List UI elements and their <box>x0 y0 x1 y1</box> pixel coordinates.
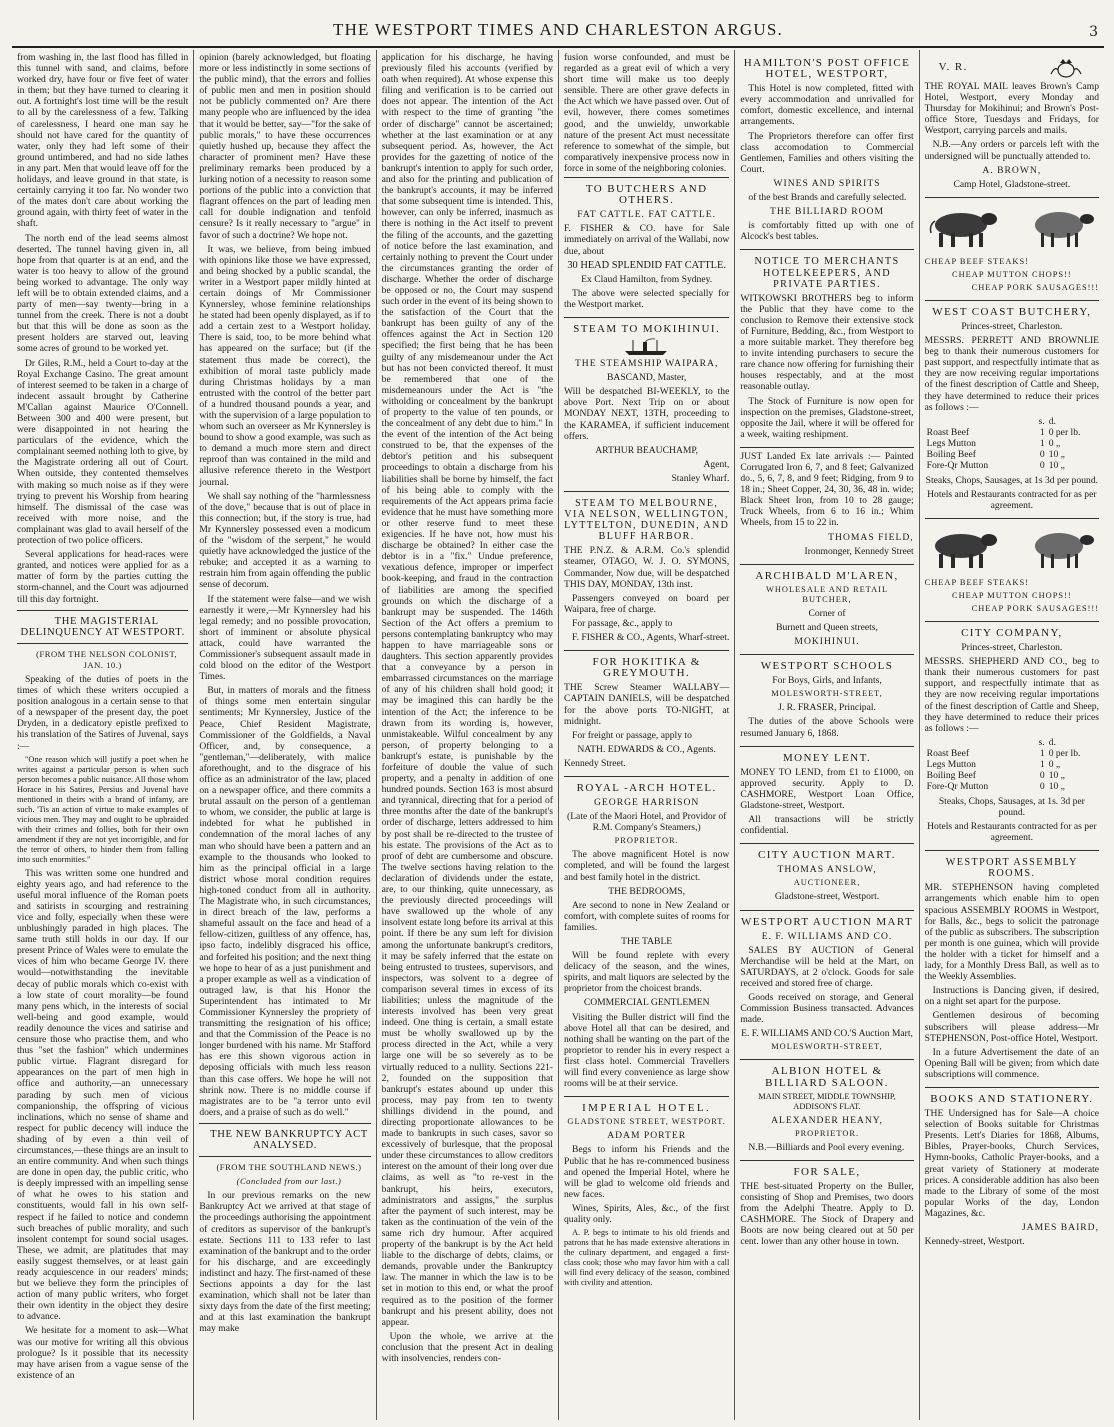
ad-subheading: THE TABLE <box>621 936 673 947</box>
price-item: Legs Mutton <box>926 437 976 449</box>
ad-body: Kennedy Street. <box>563 757 626 769</box>
price-row <box>925 748 1099 759</box>
ad-heading: WESTPORT AUCTION MART <box>740 915 914 928</box>
ad-body: The Proprietors therefore can offer first class accomodation to Commercial Gentlemen, Families and others visiting the Court. <box>740 130 914 175</box>
ad-body: Instructions is Dancing given, if desired, on a night set apart for the purpose. <box>924 985 1099 1008</box>
ad-address: MAIN STREET, MIDDLE TOWNSHIP, ADDISON'S FLAT. <box>758 1091 896 1111</box>
ad-body: The above magnificent Hotel is now completed, and will be found the largest and best family hotel in the district. <box>563 849 730 883</box>
ad-proprietor: THOMAS ANSLOW, <box>777 864 877 876</box>
ad-subheading: WINES AND SPIRITS <box>773 177 881 189</box>
ad-city-company <box>925 621 1099 850</box>
ad-heading: NOTICE TO MERCHANTS HOTELKEEPERS, AND PRIVATE PARTIES. <box>754 256 900 290</box>
ad-body: PROPRIETOR. <box>794 1128 860 1138</box>
article-paragraph: If the statement were false—and we wish earnestly it were,—Mr Kynnersley had his legal remedy; and no possible provocation, short of imminent or absolute physical attack, could have warranted the Commissioner's subsequent assault made in cold blood on the editor of the Westport Times. <box>199 593 371 683</box>
divider <box>199 1123 370 1124</box>
ad-subheading: THE BILLIARD ROOM <box>770 206 884 218</box>
ad-heading: STEAM TO MOKIHINUI. <box>573 322 721 335</box>
ad-signature: F. FISHER & CO., Agents, Wharf-street. <box>572 632 730 644</box>
ad-heading: CITY COMPANY, <box>961 626 1063 639</box>
livestock-illustration <box>925 205 1099 253</box>
ad-books-stationery <box>925 1087 1099 1254</box>
column-3 <box>377 50 559 1420</box>
masthead <box>12 8 1104 48</box>
ad-proprietor: E. F. WILLIAMS AND CO. <box>761 930 893 942</box>
price-item: Legs Mutton <box>926 758 976 770</box>
ad-body: Passengers conveyed on board per Waipara, free of charge. <box>563 592 730 615</box>
ad-body: The duties of the above Schools were resumed January 6, 1868. <box>740 716 914 739</box>
ad-body: F. FISHER & CO. have for Sale immediately on arrival of the Wallabi, now due, about <box>563 223 730 257</box>
price-item: Fore-Qr Mutton <box>926 780 989 792</box>
divider <box>17 610 188 611</box>
price-shillings: 1 <box>1039 437 1045 449</box>
ad-heading: FOR SALE, <box>793 1165 861 1178</box>
steamship-icon <box>623 338 671 356</box>
ad-body: THE Screw Steamer WALLABY—CAPTAIN DANIELS, will be despatched for the above ports TO-NIGHT, at midnight. <box>563 682 730 727</box>
ad-body: AUCTIONEER, <box>793 878 861 888</box>
ad-body: This Hotel is now completed, fitted with every accommodation and unrivalled for comfort, domestic excellence, and internal arrangements. <box>740 83 914 128</box>
price-pence: 10 „ <box>1048 769 1065 781</box>
ad-body: Agent, <box>703 458 730 470</box>
ad-body: Burnett and Queen streets, <box>776 621 878 633</box>
price-row <box>925 460 1099 471</box>
ad-hamilton-hotel <box>740 52 913 249</box>
ad-cheap-meat-2 <box>925 518 1099 621</box>
ad-body: MR. STEPHENSON having completed arrangements which enable him to open spacious ASSEMBLY ROOMS in Westport, for Balls, &c., begs to solicit the patronage of the public as subscribers. The subscription per month is one guinea, which will provide the holder with a ticket for himself and a lady, for a Monthly Dress Ball, as well as to the Weekly Assemblies. <box>924 882 1099 983</box>
newspaper-title: THE WESTPORT TIMES AND CHARLESTON ARGUS. <box>333 20 783 39</box>
article-source: (FROM THE NELSON COLONIST, JAN. 10.) <box>36 648 178 670</box>
ad-body: For freight or passage, apply to <box>571 729 692 741</box>
ad-body: Steaks, Chops, Sausages, at 1s. 3d per pound. <box>938 795 1085 818</box>
price-list <box>925 416 1099 471</box>
ad-body: For passage, &c., apply to <box>571 617 673 629</box>
price-row <box>925 427 1099 438</box>
article-paragraph: It was, we believe, from being imbued with opinions like those we have expressed, and being shocked by a public scandal, the writer in a Westport paper mildly hinted at certain doings of Mr Commissioner Kynnersley, whose feminine relationships he stated had been openly displayed, as if to add a certain zest to a Westport holiday. There is said, too, to be more behind what has appeared on the surface; but (if the statement thus made be correct), the exhibition of moral taste publicly made during Christmas holidays by a man entrusted with the control of the better part of a hundred thousand pounds a year, and with the supervision of a large population to whom such an overseer as Mr Kynnersley is bound to show a good example, was such as to demand a much more stern and direct reproof than was contained in the mild and allusive reference thereto in the Westport journal. <box>199 243 371 488</box>
ad-body: Hotels and Restaurants contracted for as per agreement. <box>927 488 1097 511</box>
ad-address: MOLESWORTH-STREET, <box>771 1042 883 1052</box>
price-item: Boiling Beef <box>926 769 976 781</box>
price-shillings: 1 <box>1039 747 1045 759</box>
article-paragraph: But, in matters of morals and the fitness of things some men entertain singular sentiments; Mr Kynnersley, Justice of the Peace, Chief Resident Magistrate, Commissioner of the Goldfields, a Naval Officer, and, by consequence, a "gentleman,"—deliberately, with malice aforethought, and to the disgrace of his office as an administrator of the law, placed on a newspaper office, and there commits a brutal assault on the person of a gentleman to whom, we consider, the public at large is indebted for what he published in condemnation of the moral laches of any man who should have been a pattern and an example to the thousands who looked to him as the principal official in a large district whose moral condition requires high-toned conduct from all in authority. The Magistrate who, in such circumstances, in direct breach of the law, performs a shameful assault on the face and head of a fellow-citizen, guiltless of any offence, has, ipso facto, indelibly disgraced his office, and forfeited his position; and the next thing we hope to hear of as a just punishment and a proper example as well as a vindication of outraged law, is that his Honor the Superintendent has intimated to Mr Commissioner Kynnersley the propriety of transmitting the resignation of his office; and that the Commission of the Peace is no longer burdened with his name. Mr Stafford has ere this shown vigorous action in deposing officials with much less reason than this case offers. We hope he will not shrink now. There is no middle course if magistrates are to be "a terror unto evil doers, and a praise of such as do well." <box>199 685 371 1118</box>
ad-westport-auction <box>740 910 913 1060</box>
ad-imperial-hotel <box>564 1096 729 1295</box>
ad-body: Gentlemen desirous of becoming subscribers will please address—Mr STEPHENSON, Post-office Hotel, Westport. <box>924 1010 1099 1044</box>
article-paragraph: We shall say nothing of the "harmlessness of the dove," because that is out of place in this connection; but, if the story is true, had Mr Kynnersley possessed even a modicum of the "wisdom of the serpent," he would quietly have acknowledged the justice of the rebuke; and accepted it as a warning to restrain him from again offending the public sense of decorum. <box>199 490 371 591</box>
ad-body: Hotels and Restaurants contracted for as per agreement. <box>927 821 1097 844</box>
ad-heading: ALBION HOTEL & BILLIARD SALOON. <box>765 1065 889 1089</box>
price-shillings: 1 <box>1039 426 1045 438</box>
article-paragraph: This was written some one hundred and eighty years ago, and had reference to the useful moral influence of the Roman poets and satirists in scourging and restraining vice and folly, especially when these were unblushingly paraded in high places. The same truth still holds in our day. If our present Prince of Wales were to emulate the vices of him who became George IV. there would—notwithstanding the inevitable decay of public morals which co-exist with a low state of court morality—be found many pens which, in the interests of social well-being and good example, would readily denounce the vices and satirise and censure those who practise them, and who thus "set the fashion" which undermines public virtue. Flagrant disregard for appearances on the part of men high in office and authority,—an unnecessary parading by such men of vicious companionship, the offspring of vicious inclinations, which no sense of shame and respect for public decency will induce the shading of by even a thin veil of circumstances,—these things are an insult to an entire community. And when such things are done in open day, the public critic, who is deeply impressed with an impelling sense of what he owes to his station and constituents, would fall in his own self-respect if he failed to notice and condemn such breaches of public morality, and such insolent contempt for sound social usages. These, we admit, are platitudes that may easily suggest themselves, or at least gain ready acquiescence in our readers' minds; but we believe they form the principles of action of many public writers, who forget their own identity in the object they desire to advance. <box>17 867 189 1323</box>
ad-body: THE P.N.Z. & A.R.M. Co.'s splendid steamer, OTAGO, W. J. O. SYMONS, Commander, Now due, will be despatched THIS DAY, MONDAY, 13th inst. <box>563 545 730 590</box>
price-row: s. d. <box>1038 736 1056 748</box>
ad-address: Camp Hotel, Gladstone-street. <box>953 178 1071 190</box>
ad-address: Princes-street, Charleston. <box>961 320 1063 332</box>
price-pence: 0 „ <box>1048 437 1061 449</box>
ad-heading: FOR HOKITIKA & GREYMOUTH. <box>592 656 701 680</box>
ad-body: N.B.—Billiards and Pool every evening. <box>748 1141 905 1153</box>
ad-heading: WEST COAST BUTCHERY, <box>932 305 1092 318</box>
ad-address: Princes-street, Charleston. <box>961 642 1063 654</box>
ad-body: MESSRS. SHEPHERD AND CO., beg to thank their numerous customers for past support, and respectfully intimate that as they are now receiving regular importations of the finest description of Cattle and Sheep, they have determined to reduce their prices as follows :— <box>924 656 1099 734</box>
ad-signature: NATH. EDWARDS & CO., Agents. <box>577 743 716 755</box>
ad-subheading: FAT CATTLE. FAT CATTLE. <box>577 209 717 221</box>
ad-west-coast-butchery <box>925 300 1099 518</box>
sheep-icon <box>1025 205 1099 249</box>
price-shillings: 0 <box>1039 769 1045 781</box>
ad-heading: HAMILTON'S POST OFFICE HOTEL, WESTPORT, <box>743 57 911 81</box>
ad-address: MOLESWORTH-STREET, <box>771 689 883 699</box>
ad-body: MOKIHINUI. <box>794 636 860 648</box>
ad-heading: CITY AUCTION MART. <box>758 849 896 862</box>
column-2 <box>194 50 376 1420</box>
ad-body: THE best-situated Property on the Buller, consisting of Shop and Premises, two doors from the Adelphi Theatre. Apply to D. CASHMORE. The Stock of Drapery and Boots are now being cleared out at 50 per cent. lower than any other house in town. <box>740 1180 914 1248</box>
price-pence: 10 „ <box>1048 780 1065 792</box>
article-paragraph: fusion worse confounded, and must be regarded as a great evil of which a very short time will make us too deeply sensible. There are other grave defects in the Act which we have passed over. Out of evil, however, there comes sometimes good, and the unwieldy, unworkable nature of the present Act must necessitate reference to somewhat of the simple, but comparatively inexpensive process now in force in some of the neighboring colonies. <box>563 52 730 174</box>
ad-proprietor: GEORGE HARRISON <box>593 797 700 809</box>
ad-heading: WESTPORT ASSEMBLY ROOMS. <box>945 857 1078 880</box>
article-source: (FROM THE SOUTHLAND NEWS.) <box>216 1162 362 1173</box>
ad-heading <box>925 58 1099 78</box>
ad-proprietor: ADAM PORTER <box>607 1130 687 1142</box>
ad-body: BASCAND, Master, <box>607 372 687 384</box>
ad-subheading: COMMERCIAL GENTLEMEN <box>583 997 710 1009</box>
price-row: s. d. <box>1038 415 1056 427</box>
ad-body: Ex Claud Hamilton, from Sydney. <box>581 273 713 285</box>
ad-body: In a future Advertisement the date of an Opening Ball will be given; from which date subscriptions will commence. <box>924 1046 1099 1080</box>
article-heading: THE MAGISTERIAL DELINQUENCY AT WESTPORT. <box>20 615 185 638</box>
article-paragraph: Dr Giles, R.M., held a Court to-day at the Royal Exchange Casino. The great amount of interest seemed to be taken in a charge of indecent assault brought by Catherine M'Callan against Maurice O'Connell. Between 300 and 400 were present, but were disappointed in not hearing the particulars of the evidence, which the complainant seemed nothing loth to give, by the Magistrate ordering all out of Court. When outside, they contented themselves with making so much noise as if they were trying to prevent his Worship from hearing himself. The dismissal of the case was received with more noise, and the complainant was glad to avail herself of the protection of two police officers. <box>17 357 189 547</box>
ad-body: of the best Brands and carefully selected. <box>748 192 907 204</box>
ad-heading: MONEY LENT. <box>782 751 872 764</box>
columns <box>12 50 1104 1420</box>
ad-heading: BOOKS AND STATIONERY. <box>930 1092 1094 1105</box>
ad-body: WITKOWSKI BROTHERS beg to inform the Public that they have come to the conclusion to Remove their extensive stock of Furniture, Bedding, &c., from Westport to a more suitable market. They therefore beg to invite intending purchasers to secure the rare chance now offering for furnishing their houses respectably, and at the most reasonable outlay. <box>740 292 914 393</box>
price-pence: 0 „ <box>1048 758 1061 770</box>
price-item: Roast Beef <box>926 747 970 759</box>
ad-body: THE ROYAL MAIL leaves Brown's Camp Hotel, Westport, every Monday and Thursday for Mokihinui; and Brown's Post-office Store, Tuesdays and Fridays, for Westport, carrying parcels and mails. <box>924 81 1099 137</box>
sheep-icon <box>1025 526 1099 570</box>
price-row <box>925 449 1099 460</box>
price-row <box>925 759 1099 770</box>
ad-slogan: CHEAP BEEF STEAKS! <box>924 577 1029 587</box>
price-shillings: 1 <box>1039 758 1045 770</box>
quotation: "One reason which will justify a poet when he writes against a particular person is when such person becomes a public nuisance. All those whom Horace in his Satires, Persius and Juvenal have mentioned in theirs with a brand of infamy, are such. 'Tis an action of virtue to make examples of vicious men. They may and ought to be upbraided with their crimes and follies, both for their own amendment if they are not yet incorrigible, and for the terror of others, to hinder them from falling into such enormities." <box>17 754 189 864</box>
ad-body: Visiting the Buller district will find the above Hotel all that can be desired, and nothing shall be wanting on the part of the proprietor to render his in every respect a first class hotel. Commercial Travellers will find every convenience as large show rooms will be at their service. <box>563 1011 730 1090</box>
ad-body: For Boys, Girls, and Infants, <box>772 675 882 687</box>
ad-money-lent <box>740 746 913 844</box>
price-row <box>925 770 1099 781</box>
ad-body: Will be despatched BI-WEEKLY, to the above Port. Next Trip on or about MONDAY NEXT, 13TH, proceeding to the KARAMEA, if sufficient inducement offers. <box>563 386 730 442</box>
ad-slogan: CHEAP BEEF STEAKS! <box>924 256 1029 266</box>
ad-proprietor: ALEXANDER HEANY, <box>771 1114 883 1126</box>
ad-highlight: 30 HEAD SPLENDID FAT CATTLE. <box>567 259 726 271</box>
ad-mclaren-butcher <box>740 564 913 654</box>
ad-body: Will be found replete with every delicacy of the season, and the wines, spirits, and malt liquors are selected by the proprietor from the choicest brands. <box>563 950 730 995</box>
ad-city-auction <box>740 843 913 909</box>
divider <box>199 1156 370 1157</box>
article-heading: THE NEW BANKRUPTCY ACT ANALYSED. <box>210 1128 368 1151</box>
price-list <box>925 737 1099 792</box>
ad-signature: ARTHUR BEAUCHAMP, <box>595 444 699 456</box>
ad-body: SALES BY AUCTION of General Merchandise will be held at the Mart, on SATURDAYS, at 2 o'clock. Goods for sale received and stored free of charge. <box>740 944 914 989</box>
ad-body: PROPRIETOR. <box>614 836 679 846</box>
ad-body: The above were selected specially for the Westport market. <box>563 287 730 310</box>
price-shillings: 0 <box>1039 780 1045 792</box>
ad-hokitika <box>564 650 729 776</box>
ad-body: is comfortably fitted up with one of Alcock's best tables. <box>740 220 914 243</box>
ad-slogan: CHEAP PORK SAUSAGES!!! <box>971 603 1099 613</box>
ad-albion-hotel <box>740 1059 913 1159</box>
ad-body: JUST Landed Ex late arrivals :— Painted Corrugated Iron 6, 7, and 8 feet; Galvanized do., 5, 6, 7, 8, and 9 feet; Ridging, from 9 to 18 in.; Sheet Copper, 24, 30, 36, 48 in. wide; Black Sheet Iron, from 10 to 28 gauge; Truck Wheels, from 6 to 16 in.; Whim Wheels, from 15 to 22 in. <box>740 450 914 529</box>
ad-address: GLADSTONE STREET, WESTPORT. <box>567 1117 726 1127</box>
article-paragraph: Several applications for head-races were granted, and notices were applied for as a matter of form by the parties cutting the storm-channel, and the Court was adjourned till this day fortnight. <box>17 549 189 605</box>
ad-for-sale <box>740 1160 913 1255</box>
price-item: Boiling Beef <box>926 448 976 460</box>
article-paragraph: We hesitate for a moment to ask—What was our motive for writing all this obvious prologue? Is it possible that its necessity may have arisen from a vague sense of the existence of an <box>17 1325 189 1381</box>
ad-address: Gladstone-street, Westport. <box>774 891 880 903</box>
ad-heading: ARCHIBALD M'LAREN, <box>755 569 899 582</box>
price-shillings: 0 <box>1039 459 1045 471</box>
ad-body: Stanley Wharf. <box>671 472 730 484</box>
ad-slogan: CHEAP PORK SAUSAGES!!! <box>971 282 1099 292</box>
ad-body: The Stock of Furniture is now open for inspection on the premises, Gladstone-street, opposite the Jail, where it will be offered for a week, waiting reshipment. <box>740 395 914 440</box>
ad-body: MESSRS. PERRETT AND BROWNLIE beg to thank their numerous customers for past support, and respectfully intimate that as they are now receiving regular importations of the finest description of Cattle and Sheep, they have determined to reduce their prices as follows :— <box>924 335 1099 413</box>
ad-cheap-meat-1 <box>925 197 1099 300</box>
ad-signature: THOMAS FIELD, <box>828 531 914 543</box>
ad-signature: A. BROWN, <box>982 164 1042 176</box>
ad-steam-mokihinui <box>564 317 729 491</box>
ad-signature: E. F. WILLIAMS AND CO.'S Auction Mart, <box>741 1028 913 1040</box>
ad-body: Are second to none in New Zealand or comfort, with complete suites of rooms for families. <box>563 899 730 933</box>
price-row <box>925 781 1099 792</box>
ad-body: Begs to inform his Friends and the Public that he has re-commenced business and opened the Imperial Hotel, where he will be glad to welcome old friends and new faces. <box>563 1144 730 1200</box>
ad-royal-mail <box>925 52 1099 197</box>
price-pence: 0 per lb. <box>1048 426 1081 438</box>
ad-heading: IMPERIAL HOTEL. <box>582 1102 712 1115</box>
page-number: 3 <box>1089 24 1098 40</box>
livestock-illustration <box>925 526 1099 574</box>
ad-body: Goods received on storage, and General Commission Business transacted. Advances made. <box>740 992 914 1026</box>
ad-steam-melbourne <box>564 491 729 650</box>
ad-royal-arch-hotel <box>564 776 729 1096</box>
ad-body: Wines, Spirits, Ales, &c., of the first quality only. <box>563 1202 730 1225</box>
ad-slogan: CHEAP MUTTON CHOPS!! <box>952 269 1072 279</box>
royal-crest-icon <box>1047 58 1085 78</box>
ad-heading: WESTPORT SCHOOLS <box>760 660 894 673</box>
ad-signature: J. R. FRASER, Principal. <box>778 702 876 714</box>
ad-body: Corner of <box>808 607 846 619</box>
divider <box>17 643 188 644</box>
ad-body: MONEY TO LEND, from £1 to £1000, on approved security. Apply to D. CASHMORE, Westport Loan Office, Gladstone-street, Westport. <box>740 766 914 811</box>
ad-merchants-notice <box>740 249 913 447</box>
article-paragraph: Upon the whole, we arrive at the conclusion that the present Act in dealing with insolvencies, renders con- <box>381 1330 553 1364</box>
ad-body: Ironmonger, Kennedy Street <box>804 545 914 557</box>
price-item: Fore-Qr Mutton <box>926 459 989 471</box>
price-pence: 10 „ <box>1048 448 1065 460</box>
ad-westport-schools <box>740 654 913 745</box>
ad-ironmonger <box>740 447 913 564</box>
ad-body: WHOLESALE AND RETAIL BUTCHER, <box>765 584 889 604</box>
article-paragraph: application for his discharge, he having previously filed his accounts (verified by oath when required). At whose expense this filing and verification is to be carried out does not appear. The intention of the Act with respect to the time of granting "the order of discharge" cannot be ascertained; whether at the last examination or at any subsequent period. As, however, the Act provides for the gazetting of notice of the bankrupt's intention to apply for such order, and also for the printing and publication of the bankrupt's accounts, it may be inferred that some subsequent time is intended. This, however, can only be inferred, inasmuch as there is nothing in the Act itself to prevent the filing of the accounts, and the gazetting of notice before the last examination, and certainly nothing to prevent the Court under the circumstances granting the order of discharge. Whether the order of discharge be opposed or no, the Court may suspend such order in the event of its being shown to the satisfaction of the Court that the bankrupt has been guilty of any of the offences against the Act in Section 120 specified; the first being that he has been guilty of any misdemeanour under the Act but has not been convicted thereof. It must be remembered that one of the misdemeanours under the Act is "the witholding or concealment by the bankrupt of property to the value of ten pounds, or the concealment of any debt due to him." In the event of the intention of the Act being construed to be, that the expenses of the debtor's petition and his subsequent proceedings to obtain a discharge from his liabilities shall be borne by himself, the fact of his being able to comply with the requirements of the Act appears prima facie evidence that he must have something more or other reserve fund to meet these exigencies. If he have not, how must his discharge be obtained? In either case the debtor is in a "fix." Undue preference, vexatious defence, improper or imperfect book-keeping, and fraud in the contraction of liabilities are among the specified grounds on which the discharge of a bankrupt may be suspended. The 146th Section of the Act offers a premium to persons contemplating bankruptcy who may happen to have marriageable sons or daughters. This section apparently provides that a conveyance by a person in embarrassed circumstances on the marriage of any of his children shall hold good; it may be imagined this can hardly be the intention of the Act; the inference to be drawn from its wording is, however, unmistakeable. Wilful concealment by any person, of property belonging to a bankrupt's estate, is punishable by the forfeiture of double the value of such property, and a penalty in addition of one hundred pounds. Section 163 is most absurd and tyrannical, directing that for a period of three months after the date of the bankrupt's order of discharge, letters addressed to him by post shall be re-directed to the trustee of his estate. The provisions of the Act as to proof of debt are cumbersome and obscure. The twelve sections having relation to the declaration of dividends under the estate, are, to our thinking, quite unnecessary, as the previously directed proceedings will have swallowed up the whole of any insolvent estate long before its arrival at this point. If there be any sum left for division among the unfortunate bankrupt's creditors, it may be safely inferred that the estate on being entrusted to trustees, supervisors, and inspectors, was solvent to a degree of comparison several times in excess of its liabilities; unless the magnitude of the interests involved has been very great indeed. One thing is certain, a small estate must be wholly swallowed up by the process directed in the Act, while a very large one will be so severely as to be virtually reduced to a nullity. Sections 221-2, founded on the supposition that bankrupt's estates abound up under this process, may pay from ten to twenty shillings dividend in the pound, and directing proportionate allowances to be made to bankrupts in such cases, savor so excessively of burlesque, that the proposal under these circumstances to allow creditors interest on the amount of their long over due claims, as well as "to re-vest in the bankrupt, his heirs, executors, administrators and assigns," the surplus after the payment of such interest, may be taken as the continuation of the vein of the same rich dry humour. After acquired property of the bankrupt is by the Act held liable to the discharge of debts, claims, or demands, provable under the Bankruptcy law. The manner in which the law is to be set in motion to this end, or what the proof required as to the position of the former bankrupt and his present ability, does not appear. <box>381 52 553 1328</box>
ad-heading: ROYAL -ARCH HOTEL. <box>576 781 717 794</box>
ad-body: (Late of the Maori Hotel, and Providor of R.M. Company's Steamers,) <box>567 811 727 834</box>
article-paragraph: In our previous remarks on the new Bankruptcy Act we arrived at that stage of the proceedings authorising the appointment of creditors as supervisor of the bankrupt's estate. Sections 111 to 133 refer to last examination of the bankrupt and to the order for his discharge, and are exceedingly indistinct and hazy. The first-named of these Sections appoints a day for the last examination, which shall not be later than sixty days from the date of the first meeting; and at this last examination the bankrupt may make <box>199 1190 371 1335</box>
column-5 <box>735 50 919 1420</box>
ad-butchers <box>564 177 729 317</box>
ad-address: Kennedy-street, Westport. <box>924 1236 1025 1248</box>
ad-heading: TO BUTCHERS AND OTHERS. <box>585 183 708 207</box>
price-item: Roast Beef <box>926 426 970 438</box>
article-paragraph: The north end of the lead seems almost deserted. The tunnel having given in, all hope from that quarter is at an end, and the water is too heavy to allow of the ground being worked to advantage. The only way left will be to obtain extended claims, and a party of men—say twenty—bring in a tunnel from the creek. There is not a doubt but that this will be done as soon as the present holders are starved out, leaving some acres of ground to be worked yet. <box>17 232 189 355</box>
article-paragraph: from washing in, the last flood has filled in this tunnel with sand, and claims, before worked dry, have four or five feet of water in them; but they have turned to clearing it out. A fortnight's lost time will be the result to all by the carelessness of a few. Talking of carelessness, I heard one man say he should not have cared for the quantity of water, only they had left some of their ground untimbered, and had no side lathes in any part. Men that would leave off for the holidays, and leave ground in that state, is certainly carrying it too far. No wonder two of the mates don't care about working the ground again, with thirty feet of water in the shaft. <box>17 52 189 230</box>
price-row <box>925 438 1099 449</box>
ad-signature: JAMES BAIRD, <box>1021 1222 1099 1233</box>
article-paragraph: opinion (barely acknowledged, but floating more or less indistinctly in some sections of the public mind), that the errors and follies of public men and men in position should not be publicly commented on? Are there many people who are influenced by the idea that it would be better, say—"for the sake of public morals," to have these occurrences quietly hushed up, because they affect the character of prominent men? Have these preliminary remarks been produced by a lurking notion of a necessity to reason some portions of the public into a conviction that flagrant offences on the part of leading men call for double indignation and tenfold censure? Is it really necessary to "argue" in favor of such a doctrine? We hope not. <box>199 52 371 241</box>
ad-subheading: THE BEDROOMS, <box>608 885 686 897</box>
vr-text: V. R. <box>938 61 968 74</box>
ad-assembly-rooms <box>925 850 1099 1087</box>
price-pence: 0 per lb. <box>1048 747 1081 759</box>
ad-slogan: CHEAP MUTTON CHOPS!! <box>952 590 1072 600</box>
column-4 <box>559 50 735 1420</box>
price-shillings: 0 <box>1039 448 1045 460</box>
article-paragraph: Speaking of the duties of poets in the times of which these writers occupied a position analogous in a certain sense to that of a newspaper of the present day, the poet Dryden, in a dedicatory epistle prefixed to his translation of the Satires of Juvenal, says :— <box>17 673 189 752</box>
ad-body: All transactions will be strictly confidential. <box>740 814 914 837</box>
ad-body: Steaks, Chops, Sausages, at 1s 3d per pound. <box>925 474 1099 486</box>
price-pence: 10 „ <box>1048 459 1065 471</box>
ad-subheading: THE STEAMSHIP WAIPARA, <box>574 358 719 370</box>
column-6 <box>920 50 1104 1420</box>
ad-body: A. P. begs to intimate to his old friends and patrons that he has made extensive alterations in the culinary department, and engaged a first-class cook; those who may favor him with a call will find every delicacy of the season, combined with civility and attention. <box>563 1228 730 1288</box>
ad-body: THE Undersigned has for Sale—A choice selection of Books suitable for Christmas Presents. Lett's Diaries for 1868, Albums, Bibles, Prayer-books, Church Services, Hymn-books, Catholic Prayer-books, and a great variety of Stationery at moderate prices. A considerable addition has also been made to the Library of some of the most popular Works of the day, London Magazines, &c. <box>924 1108 1099 1219</box>
column-1 <box>12 50 194 1420</box>
ad-heading: STEAM TO MELBOURNE, VIA NELSON, WELLINGTON, LYTTELTON, DUNEDIN, AND BLUFF HARBOR. <box>564 498 730 543</box>
continued-note: (Concluded from our last.) <box>236 1176 342 1187</box>
ox-icon <box>925 205 999 249</box>
ox-icon <box>925 526 999 570</box>
ad-body: N.B.—Any orders or parcels left with the undersigned will be punctually attended to. <box>924 139 1099 162</box>
